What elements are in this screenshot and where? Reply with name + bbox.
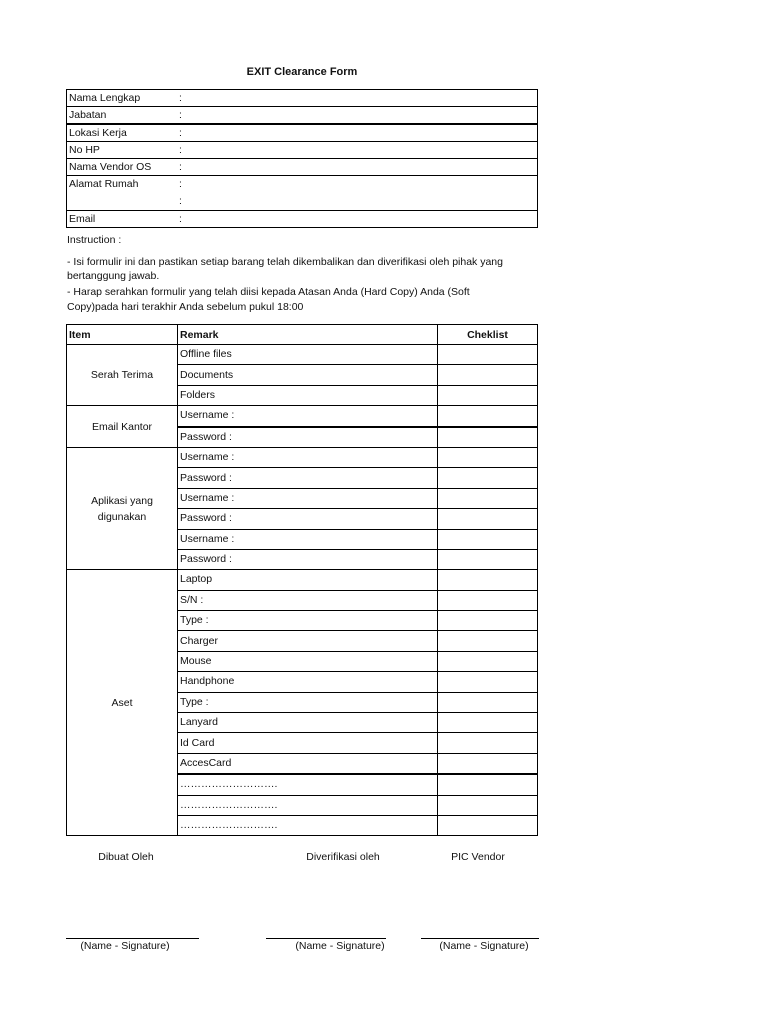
remark-cell: Username : [178,447,438,467]
info-row-lokasi [67,124,538,142]
personal-info-table [66,89,538,228]
remark-cell: Mouse [178,651,438,671]
signature-title-diverifikasi: Diverifikasi oleh [306,851,380,863]
remark-cell: Type : [178,692,438,712]
remark-cell: ………………………. [178,774,438,795]
remark-cell: Documents [178,365,438,385]
info-value[interactable] [177,176,538,211]
info-label: Email [67,211,178,228]
signature-line [66,938,199,939]
clearance-table [66,324,538,836]
item-aplikasi [67,447,178,569]
info-row-email [67,211,538,228]
info-label: No HP [67,142,178,159]
checklist-cell[interactable] [438,611,538,631]
address-line-1: : [179,178,182,190]
signature-title-pic: PIC Vendor [451,851,505,863]
signature-line [421,938,539,939]
remark-cell: Type : [178,611,438,631]
remark-cell: Charger [178,631,438,651]
checklist-cell[interactable] [438,570,538,590]
table-row [67,570,538,590]
signature-name-2: (Name - Signature) [295,940,385,952]
checklist-cell[interactable] [438,795,538,815]
info-row-nohp [67,142,538,159]
table-row [67,406,538,427]
remark-cell: ………………………. [178,795,438,815]
checklist-cell[interactable] [438,651,538,671]
remark-cell: Id Card [178,733,438,753]
signature-title-dibuat: Dibuat Oleh [98,851,154,863]
checklist-cell[interactable] [438,774,538,795]
signature-name-3: (Name - Signature) [439,940,529,952]
item-email-kantor: Email Kantor [67,406,178,448]
checklist-cell[interactable] [438,815,538,835]
checklist-cell[interactable] [438,733,538,753]
info-value[interactable]: : [177,211,538,228]
item-aplikasi-line-1: Aplikasi yang [91,494,153,507]
checklist-cell[interactable] [438,529,538,549]
info-value[interactable]: : [177,124,538,142]
instruction-heading: Instruction : [67,234,122,246]
remark-cell: Laptop [178,570,438,590]
item-serah-terima: Serah Terima [67,345,178,406]
info-label: Lokasi Kerja [67,124,178,142]
info-row-vendor [67,159,538,176]
checklist-cell[interactable] [438,406,538,427]
remark-cell: AccesCard [178,753,438,774]
checklist-cell[interactable] [438,753,538,774]
address-line-2: : [179,195,182,207]
signature-line [266,938,386,939]
info-value[interactable]: : [177,107,538,125]
table-row [67,447,538,467]
checklist-cell[interactable] [438,345,538,365]
remark-cell: Username : [178,406,438,427]
remark-cell: Password : [178,549,438,569]
info-label: Alamat Rumah [67,176,178,211]
remark-cell: Password : [178,509,438,529]
checklist-cell[interactable] [438,631,538,651]
checklist-cell[interactable] [438,692,538,712]
remark-cell: ………………………. [178,815,438,835]
header-item: Item [67,325,178,345]
info-label: Jabatan [67,107,178,125]
checklist-cell[interactable] [438,509,538,529]
checklist-cell[interactable] [438,365,538,385]
remark-cell: Offline files [178,345,438,365]
info-row-alamat [67,176,538,211]
remark-cell: Folders [178,385,438,405]
checklist-cell[interactable] [438,447,538,467]
info-row-nama [67,90,538,107]
checklist-cell[interactable] [438,713,538,733]
form-title: EXIT Clearance Form [246,66,358,78]
checklist-cell[interactable] [438,488,538,508]
header-remark: Remark [178,325,438,345]
instruction-line-2b: Copy)pada hari terakhir Anda sebelum pukul 18:00 [67,301,304,313]
remark-cell: Password : [178,468,438,488]
info-label: Nama Vendor OS [67,159,178,176]
remark-cell: Password : [178,427,438,448]
item-aset: Aset [67,570,178,836]
remark-cell: Lanyard [178,713,438,733]
instruction-line-2a: - Harap serahkan formulir yang telah diisi kepada Atasan Anda (Hard Copy) Anda (Soft [67,286,470,298]
checklist-cell[interactable] [438,590,538,610]
remark-cell: Username : [178,488,438,508]
instruction-line-1b: bertanggung jawab. [67,270,160,282]
checklist-cell[interactable] [438,427,538,448]
info-label: Nama Lengkap [67,90,178,107]
remark-cell: Username : [178,529,438,549]
info-value[interactable]: : [177,90,538,107]
info-value[interactable]: : [177,142,538,159]
instruction-line-1a: - Isi formulir ini dan pastikan setiap barang telah dikembalikan dan diverifikasi oleh pihak yang [67,256,503,268]
checklist-cell[interactable] [438,385,538,405]
table-header-row [67,325,538,345]
item-aplikasi-line-2: digunakan [97,510,147,523]
checklist-cell[interactable] [438,468,538,488]
signature-name-1: (Name - Signature) [80,940,170,952]
header-checklist: Cheklist [438,325,538,345]
remark-cell: S/N : [178,590,438,610]
checklist-cell[interactable] [438,672,538,692]
info-row-jabatan [67,107,538,125]
checklist-cell[interactable] [438,549,538,569]
info-value[interactable]: : [177,159,538,176]
table-row [67,345,538,365]
remark-cell: Handphone [178,672,438,692]
